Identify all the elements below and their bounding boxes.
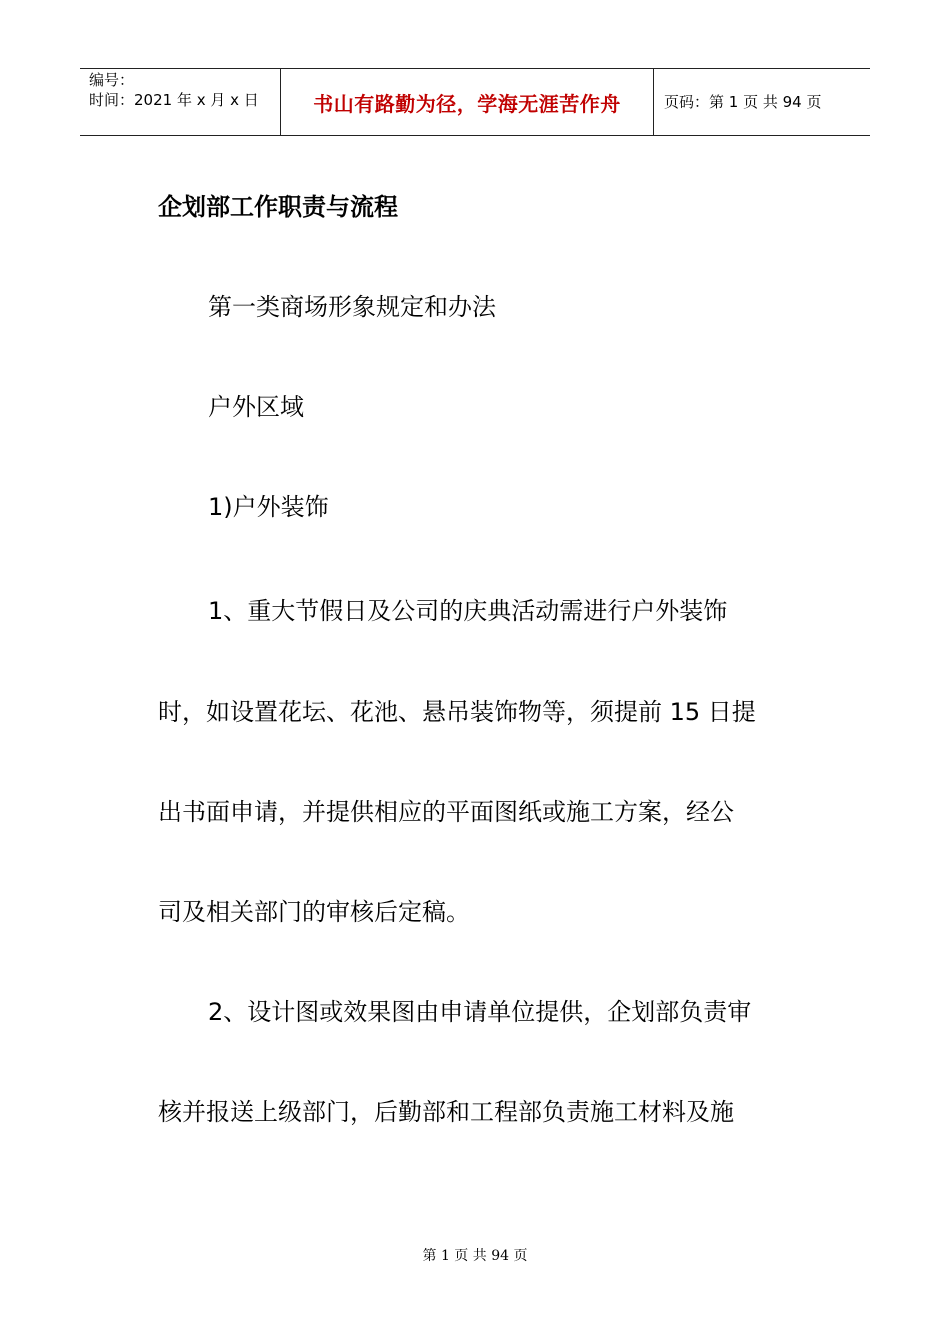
paragraph-line: 1、重大节假日及公司的庆典活动需进行户外装饰 (208, 597, 728, 625)
header-motto-cell (281, 69, 654, 135)
date-line: 时间：2021 年 x 月 x 日 (89, 91, 259, 109)
document-header (80, 68, 870, 136)
header-page-cell (654, 69, 870, 135)
paragraph-line: 出书面申请，并提供相应的平面图纸或施工方案，经公 (158, 798, 734, 826)
paragraph-line: 时，如设置花坛、花池、悬吊装饰物等，须提前 15 日提 (158, 698, 756, 726)
page-footer: 第 1 页 共 94 页 (422, 1248, 528, 1264)
subsection-heading: 户外区域 (208, 393, 304, 421)
paragraph-line: 司及相关部门的审核后定稿。 (158, 898, 470, 926)
page-code: 页码：第 1 页 共 94 页 (664, 93, 822, 111)
header-motto: 书山有路勤为径，学海无涯苦作舟 (313, 92, 621, 116)
item-heading: 1)户外装饰 (208, 493, 329, 521)
document-title: 企划部工作职责与流程 (158, 193, 398, 221)
section-heading: 第一类商场形象规定和办法 (208, 293, 496, 321)
paragraph-line: 核并报送上级部门，后勤部和工程部负责施工材料及施 (158, 1098, 734, 1126)
paragraph-line: 2、设计图或效果图由申请单位提供，企划部负责审 (208, 998, 752, 1026)
header-info-cell (80, 69, 281, 135)
serial-number-label: 编号： (89, 71, 135, 89)
